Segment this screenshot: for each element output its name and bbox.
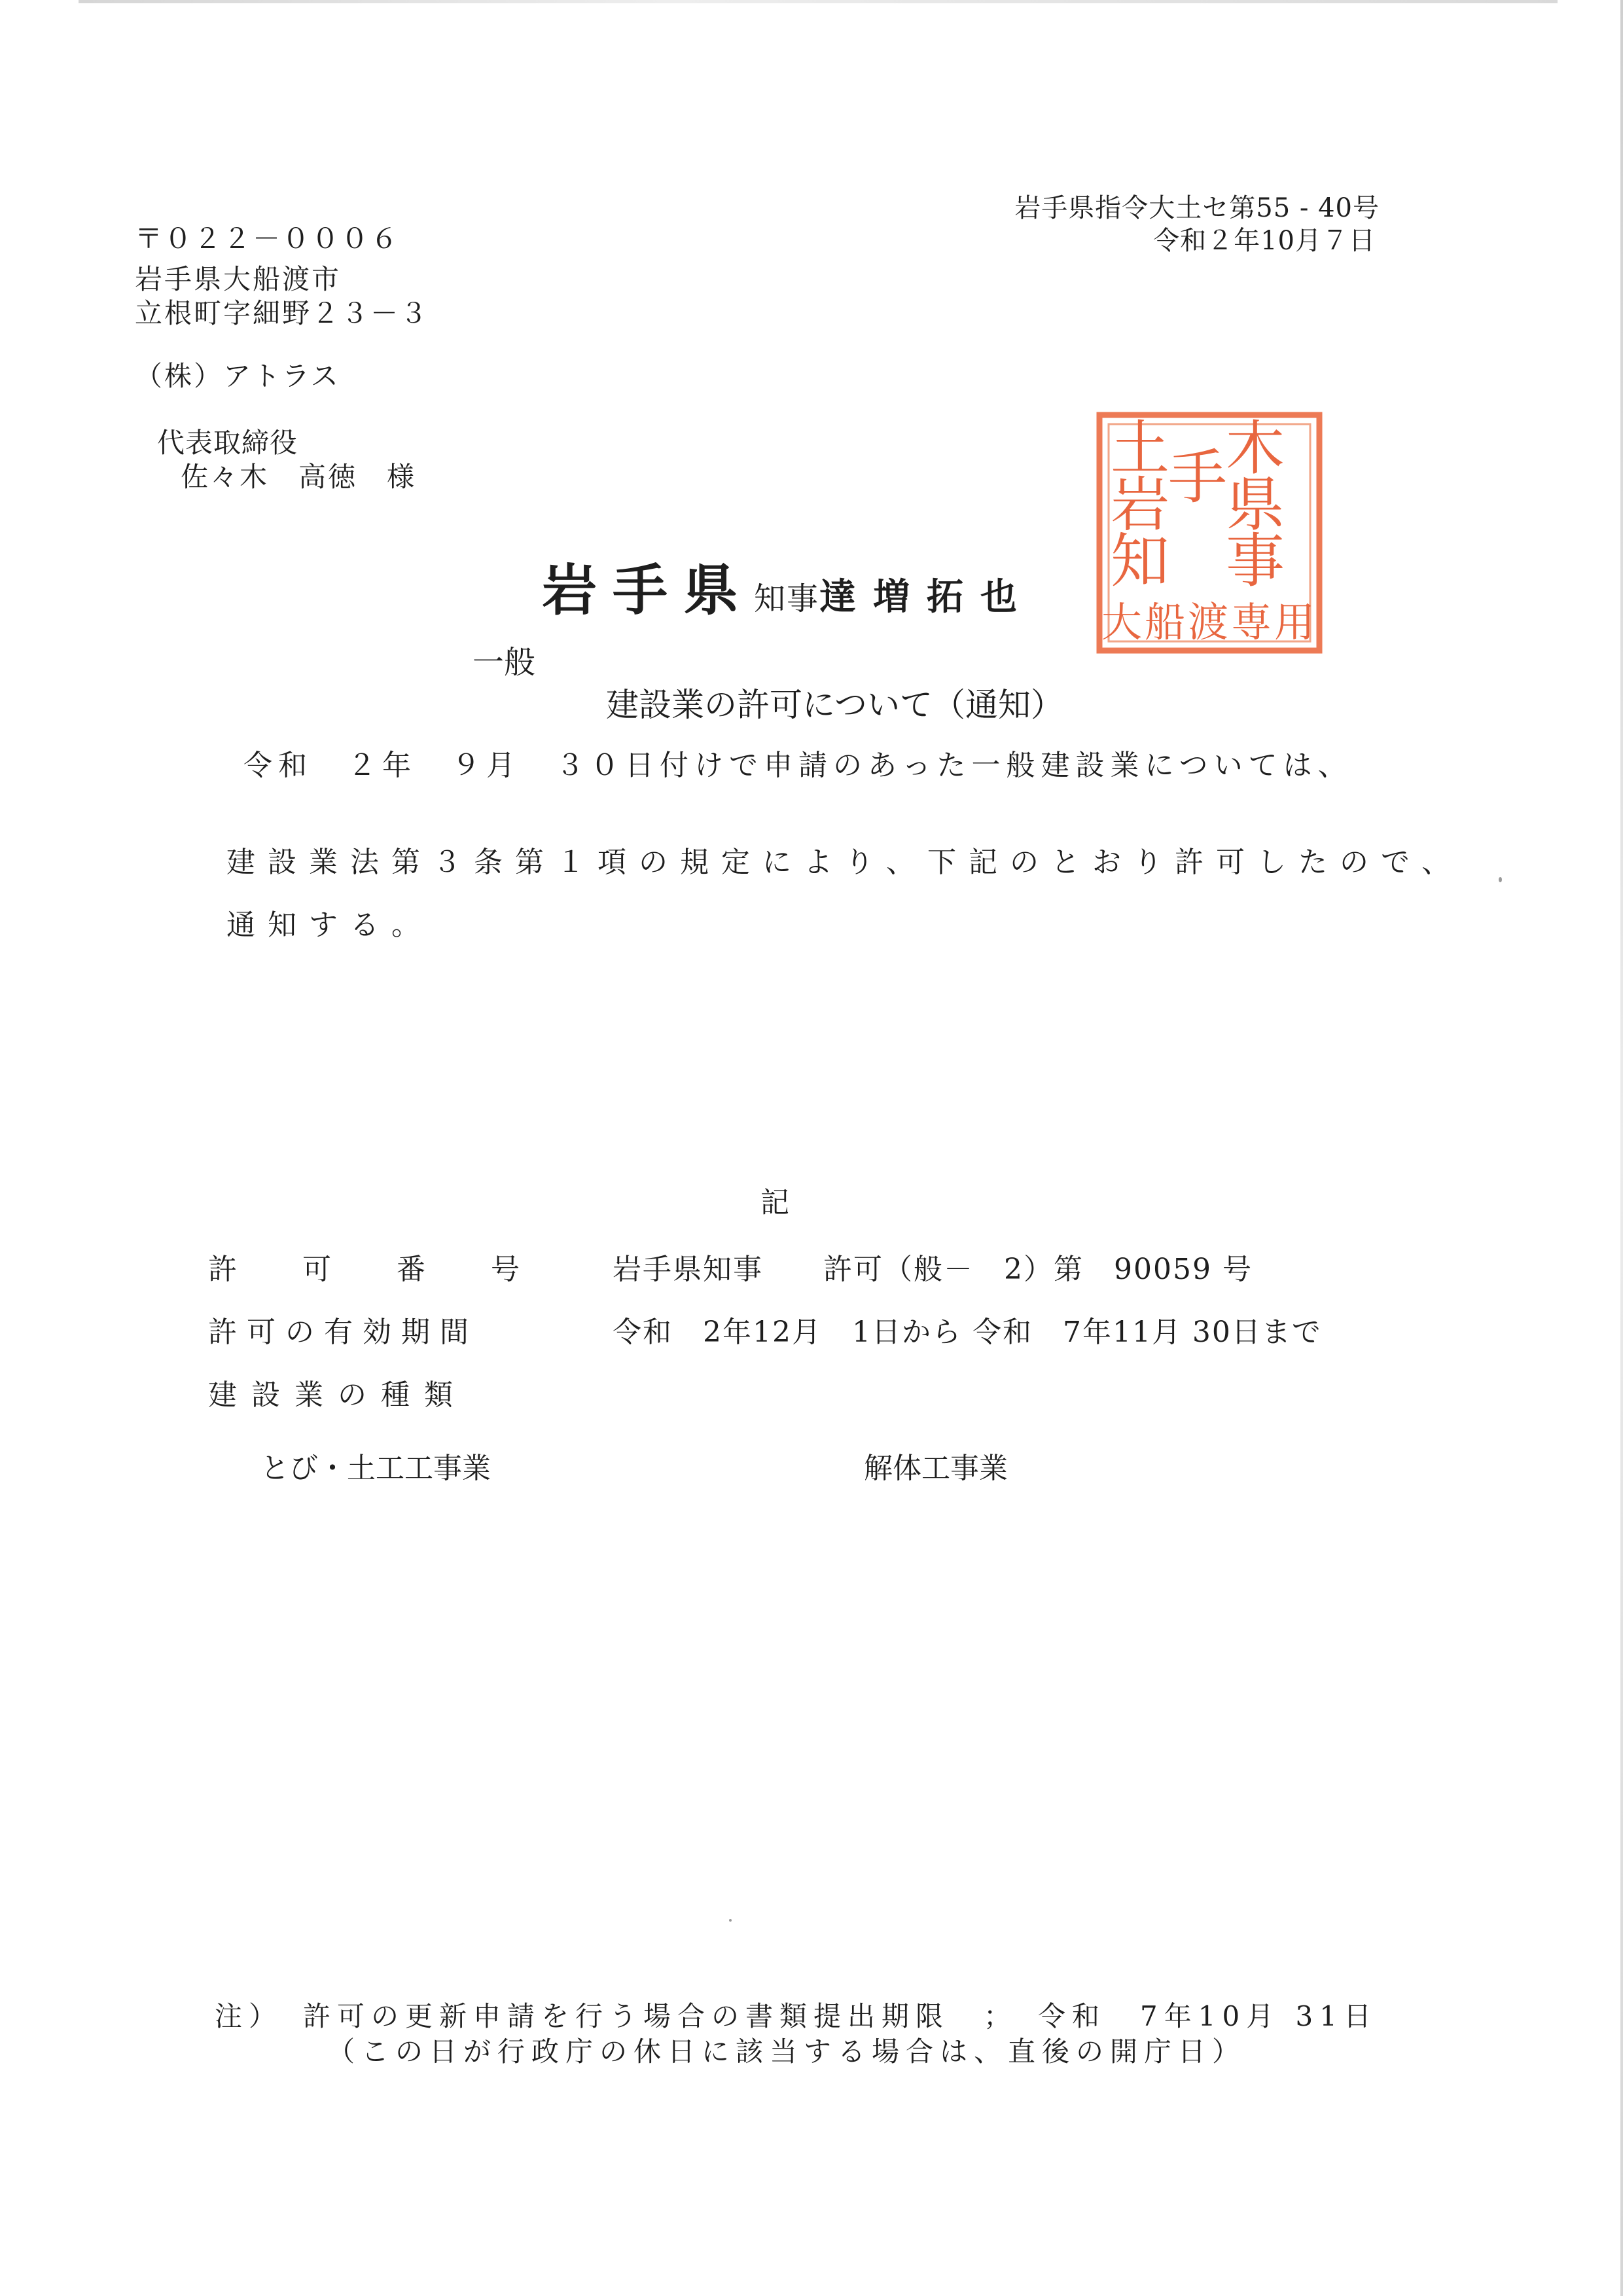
seal-char-chi: 知	[1111, 527, 1169, 596]
issuer-prefecture: 岩手県	[542, 558, 755, 622]
seal-char-ofunato: 大船渡専用	[1101, 598, 1318, 646]
body-line-3: 通知する。	[226, 908, 433, 942]
subject-prefix: 一般	[473, 644, 536, 681]
body-line-1: 令和 ２年 ９月 ３０日付けで申請のあった一般建設業については、	[243, 749, 1353, 782]
business-type-item: 解体工事業	[864, 1452, 1008, 1485]
issue-date: 令和２年10月７日	[1153, 226, 1376, 256]
seal-char-te: 手	[1168, 443, 1227, 512]
official-seal	[1092, 406, 1327, 657]
issuer-title: 知事	[754, 581, 820, 617]
row-label-permit-number: 許可番号	[208, 1253, 585, 1286]
seal-char-moku: 木	[1226, 414, 1285, 483]
scan-edge-right	[1620, 0, 1623, 2296]
representative-name: 佐々木 高徳 様	[181, 461, 417, 493]
issuer-name: 達増拓也	[819, 575, 1035, 619]
representative-title: 代表取締役	[157, 427, 298, 459]
subject-title: 建設業の許可について（通知）	[606, 686, 1063, 724]
address-line-2: 立根町字細野２３－３	[135, 297, 430, 329]
document-number: 岩手県指令大土セ第55 - 40号	[1014, 193, 1380, 223]
seal-char-iwa: 岩	[1111, 471, 1169, 539]
business-type-item: とび・土工工事業	[260, 1452, 491, 1485]
address-line-1: 岩手県大船渡市	[135, 263, 342, 295]
footnote-line-1: 注） 許可の更新申請を行う場合の書類提出期限 ； 令和 7年10月 31日	[215, 2000, 1378, 2032]
footnote-line-2: （この日が行政庁の休日に該当する場合は、直後の開庁日）	[327, 2036, 1247, 2068]
postal-code: 〒０２２－０００６	[135, 223, 401, 255]
row-value-permit-number: 岩手県知事 許可（般－ 2）第 90059 号	[613, 1253, 1253, 1286]
scan-speck	[729, 1919, 732, 1922]
row-value-validity-period: 令和 2年12月 1日から 令和 7年11月 30日まで	[613, 1316, 1322, 1349]
record-heading: 記	[760, 1186, 789, 1219]
issuer-signature-line	[542, 558, 1035, 622]
company-name: （株）アトラス	[135, 360, 340, 392]
seal-char-ken: 県	[1226, 471, 1285, 539]
seal-char-do: 土	[1111, 414, 1169, 483]
scan-speck	[1499, 877, 1502, 882]
body-line-2: 建設業法第３条第１項の規定により、下記のとおり許可したので、	[226, 846, 1463, 879]
scan-edge-top	[79, 0, 1558, 3]
row-label-business-type: 建設業の種類	[208, 1378, 467, 1412]
seal-char-ji: 事	[1226, 527, 1285, 596]
row-label-validity-period: 許可の有効期間	[208, 1316, 478, 1349]
